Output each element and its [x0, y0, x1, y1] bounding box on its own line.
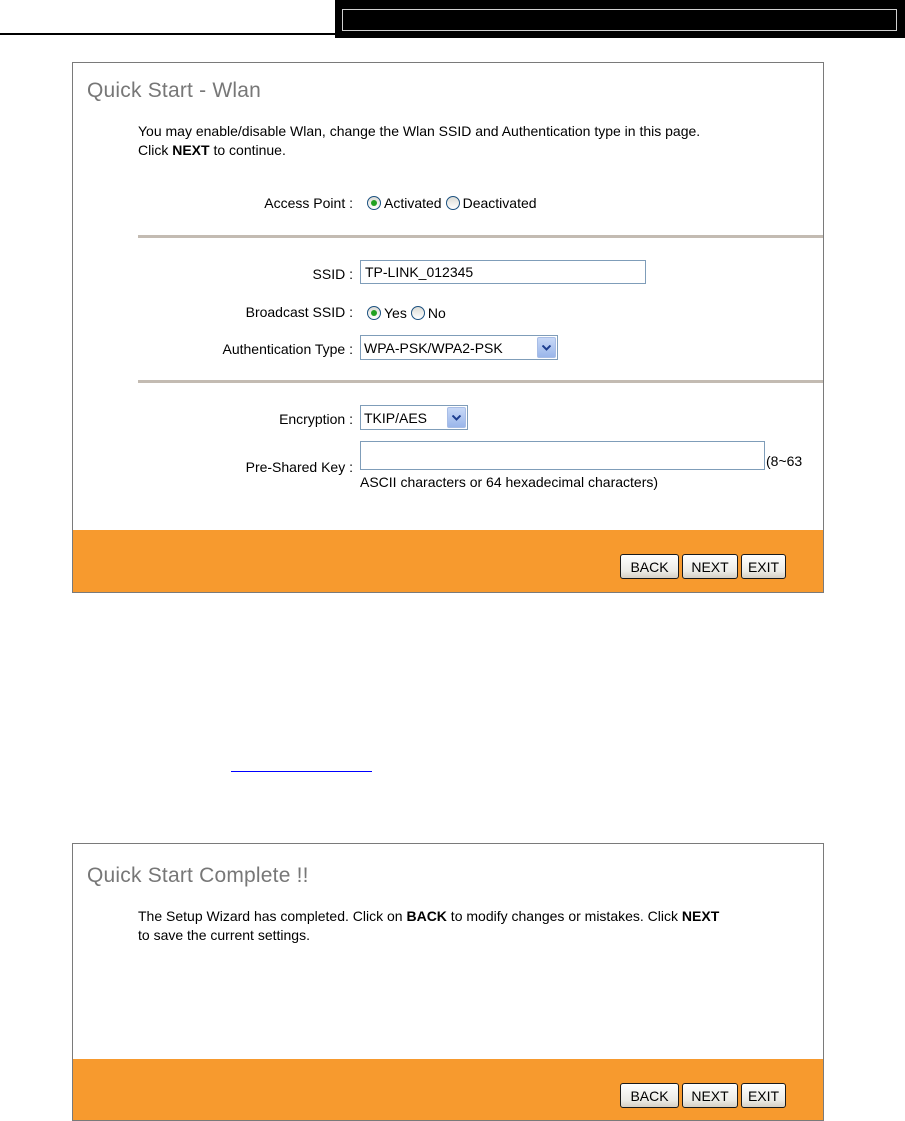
access-point-label: Access Point : [264, 195, 353, 211]
radio-activated[interactable] [367, 196, 381, 210]
intro-next-bold: NEXT [172, 142, 210, 158]
broadcast-ssid-label: Broadcast SSID : [245, 304, 353, 320]
auth-type-label: Authentication Type : [222, 341, 353, 357]
radio-yes[interactable] [367, 306, 381, 320]
wlan-title: Quick Start - Wlan [87, 79, 261, 102]
access-point-radios [367, 195, 541, 211]
complete-text-a: The Setup Wizard has completed. Click on [138, 908, 407, 924]
ssid-input[interactable] [360, 260, 646, 284]
psk-label: Pre-Shared Key : [245, 459, 353, 475]
header-bar-frame [342, 9, 897, 31]
complete-text-line1 [138, 907, 818, 926]
encryption-value: TKIP/AES [364, 409, 428, 426]
radio-no[interactable] [411, 306, 425, 320]
psk-hint-range: (8~63 [766, 453, 803, 469]
complete-title: Quick Start Complete !! [87, 864, 309, 887]
next-button[interactable]: NEXT [682, 1083, 738, 1108]
complete-next-bold: NEXT [681, 908, 720, 924]
encryption-select[interactable] [360, 405, 468, 430]
complete-text-b: to modify changes or mistakes. Click [446, 908, 682, 924]
radio-deactivated[interactable] [446, 196, 460, 210]
wlan-intro [138, 122, 700, 160]
ssid-label: SSID : [312, 266, 353, 282]
chevron-down-icon[interactable] [447, 407, 466, 428]
radio-yes-label: Yes [384, 305, 407, 321]
next-button[interactable]: NEXT [682, 554, 738, 579]
psk-hint-text: ASCII characters or 64 hexadecimal characters) [360, 474, 659, 490]
broadcast-ssid-radios [367, 305, 450, 321]
complete-text [138, 907, 818, 945]
complete-panel [72, 843, 824, 1121]
radio-deactivated-label: Deactivated [462, 195, 537, 211]
separator-2 [138, 380, 823, 383]
auth-type-select[interactable] [360, 335, 558, 360]
wlan-footer [73, 530, 823, 592]
exit-button[interactable]: EXIT [741, 1083, 786, 1108]
chevron-down-icon[interactable] [537, 337, 556, 358]
header-rule [0, 33, 335, 35]
hyperlink-underline[interactable] [231, 771, 372, 772]
wlan-intro-line2 [138, 141, 700, 160]
complete-back-bold: BACK [406, 908, 447, 924]
back-button[interactable]: BACK [620, 554, 679, 579]
psk-input[interactable] [360, 441, 765, 470]
wlan-intro-line1: You may enable/disable Wlan, change the Wlan SSID and Authentication type in this page. [138, 123, 701, 139]
complete-text-line2: to save the current settings. [138, 927, 310, 943]
exit-button[interactable]: EXIT [741, 554, 786, 579]
encryption-label: Encryption : [279, 411, 353, 427]
wlan-panel [72, 62, 824, 593]
separator-1 [138, 235, 823, 238]
back-button[interactable]: BACK [620, 1083, 679, 1108]
complete-footer [73, 1059, 823, 1120]
radio-no-label: No [427, 305, 446, 321]
radio-activated-label: Activated [384, 195, 442, 211]
auth-type-value: WPA-PSK/WPA2-PSK [364, 339, 503, 356]
intro-click-text: Click [138, 142, 173, 158]
intro-rest-text: to continue. [209, 142, 286, 158]
